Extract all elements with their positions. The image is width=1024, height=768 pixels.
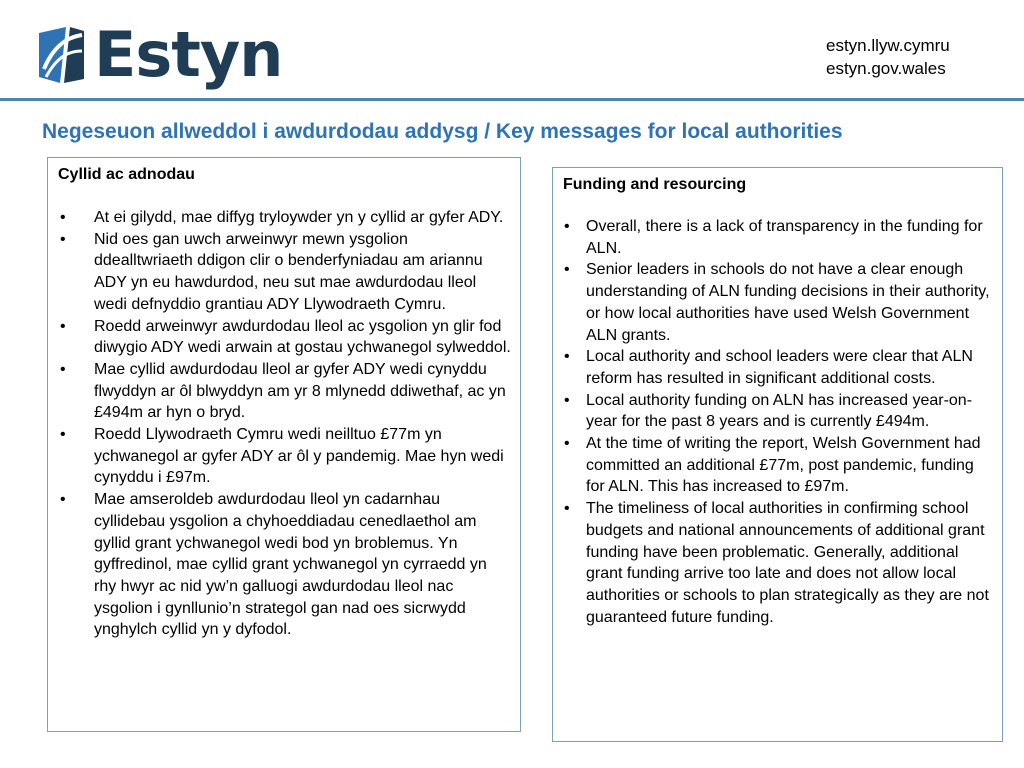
english-bullet-list bbox=[563, 216, 994, 628]
list-item: • Roedd Llywodraeth Cymru wedi neilltuo £77m yn ychwanegol ar gyfer ADY ar ôl y pandemig. Mae hyn wedi cynyddu i £97m. bbox=[58, 424, 511, 489]
english-panel-heading: Funding and resourcing bbox=[563, 176, 747, 193]
header-divider bbox=[0, 98, 1024, 101]
english-key-messages-panel bbox=[552, 167, 1003, 742]
estyn-logo-mark-icon bbox=[36, 25, 86, 85]
list-item: • Local authority funding on ALN has increased year-on-year for the past 8 years and is currently £494m. bbox=[563, 390, 994, 433]
list-item: • Roedd arweinwyr awdurdodau lleol ac ysgolion yn glir fod diwygio ADY wedi arwain at gostau ychwanegol sylweddol. bbox=[58, 316, 511, 359]
list-item: • Senior leaders in schools do not have a clear enough understanding of ALN funding decisions in their authority, or how local authorities have used Welsh Government ALN grants. bbox=[563, 259, 994, 346]
list-item: • Overall, there is a lack of transparency in the funding for ALN. bbox=[563, 216, 994, 259]
list-item: • Mae amseroldeb awdurdodau lleol yn cadarnhau cyllidebau ysgolion a chyhoeddiadau cenedlaethol am gyllid grant ychwanegol wedi bod yn broblemus. Yn gyffredinol, mae cyllid grant ychwanegol yn cyrraedd yn rhy hwyr ac nid yw’n galluogi awdurdodau lleol nac ysgolion i gynllunio’n strategol gan nad oes sicrwydd ynghylch cyllid yn y dyfodol. bbox=[58, 489, 511, 641]
list-item: • At ei gilydd, mae diffyg tryloywder yn y cyllid ar gyfer ADY. bbox=[58, 207, 511, 229]
list-item: • Nid oes gan uwch arweinwyr mewn ysgolion ddealltwriaeth ddigon clir o benderfyniadau am ariannu ADY yn eu hawdurdod, neu sut mae awdurdodau lleol wedi defnyddio grantiau ADY Llywodraeth Cymru. bbox=[58, 229, 511, 316]
url-english[interactable]: estyn.gov.wales bbox=[826, 59, 946, 78]
list-item: • At the time of writing the report, Welsh Government had committed an additional £77m, post pandemic, funding for ALN. This has increased to £97m. bbox=[563, 433, 994, 498]
list-item: • Local authority and school leaders were clear that ALN reform has resulted in significant additional costs. bbox=[563, 346, 994, 389]
site-urls bbox=[826, 34, 950, 80]
welsh-key-messages-panel bbox=[47, 157, 521, 732]
list-item: • Mae cyllid awdurdodau lleol ar gyfer ADY wedi cynyddu flwyddyn ar ôl blwyddyn am yr 8 mlynedd ddiwethaf, ac yn £494m ar hyn o bryd. bbox=[58, 359, 511, 424]
estyn-wordmark: Estyn bbox=[94, 18, 283, 91]
welsh-bullet-list bbox=[58, 207, 511, 641]
estyn-logo bbox=[36, 20, 282, 90]
page-title: Negeseuon allweddol i awdurdodau addysg / Key messages for local authorities bbox=[42, 120, 843, 143]
welsh-panel-heading: Cyllid ac adnodau bbox=[58, 166, 195, 183]
list-item: • The timeliness of local authorities in confirming school budgets and national announcements of additional grant funding have been problematic. Generally, additional grant funding arrive too late and does not allow local authorities or schools to plan strategically as they are not guaranteed future funding. bbox=[563, 498, 994, 628]
url-welsh[interactable]: estyn.llyw.cymru bbox=[826, 36, 950, 55]
